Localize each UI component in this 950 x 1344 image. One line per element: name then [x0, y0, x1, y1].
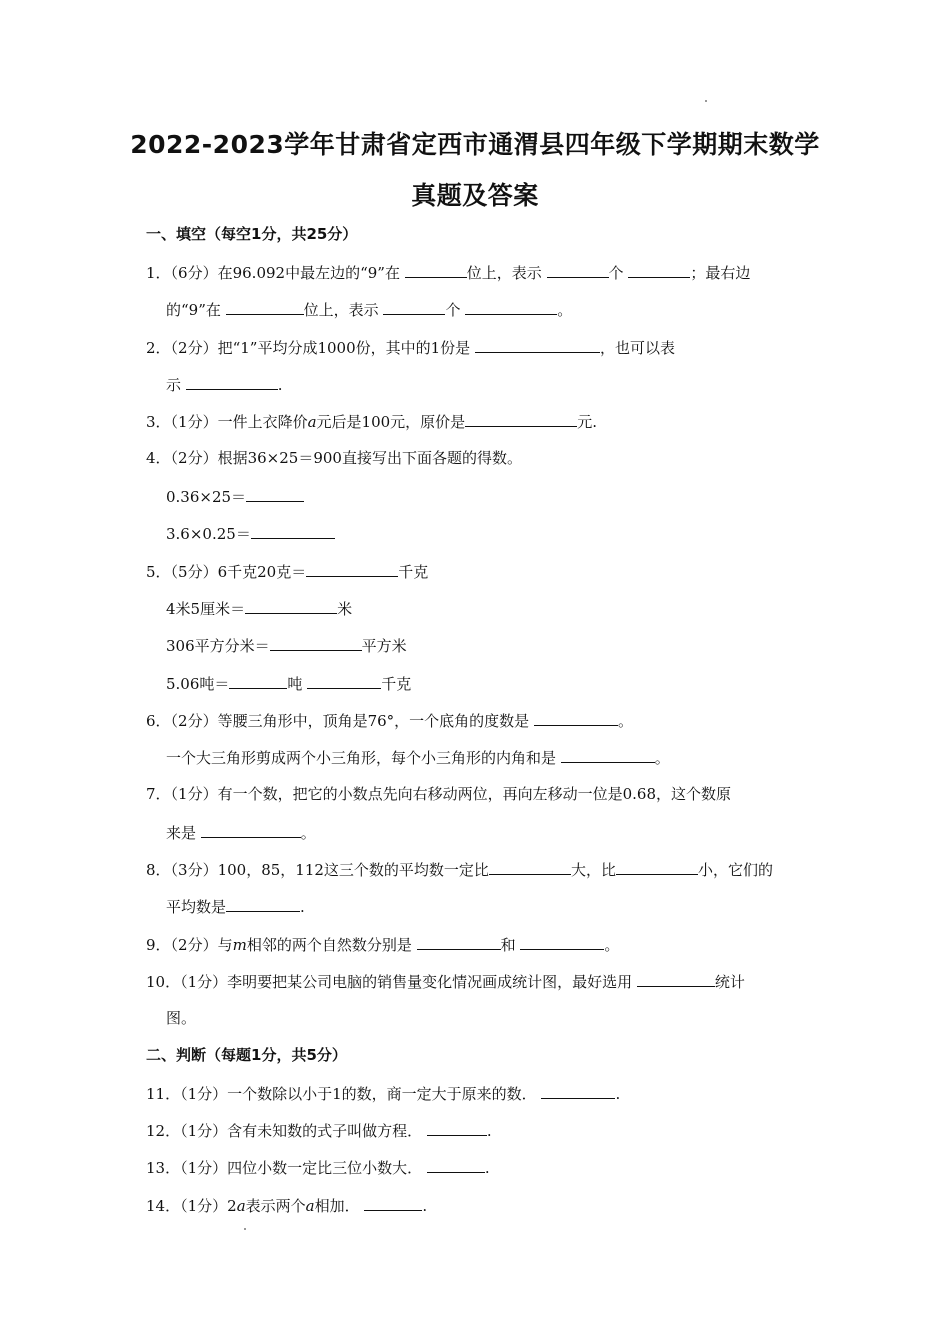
question-14: 14．（1分）2a表示两个a相加． . — [146, 1197, 428, 1215]
answer-blank — [226, 896, 300, 912]
answer-blank — [465, 299, 557, 315]
question-8-cont: 平均数是 . — [166, 898, 305, 916]
answer-blank — [628, 262, 690, 278]
question-2-cont: 示 . — [166, 376, 283, 394]
question-9: 9．（2分）与m相邻的两个自然数分别是 和 。 — [146, 936, 620, 954]
section-heading-true-false: 二、判断（每题1分，共5分） — [146, 1046, 347, 1064]
question-6: 6．（2分）等腰三角形中，顶角是76°，一个底角的度数是 。 — [146, 712, 633, 730]
question-4: 4．（2分）根据36×25＝900直接写出下面各题的得数。 — [146, 449, 522, 467]
answer-blank — [637, 971, 715, 987]
answer-blank — [417, 934, 501, 950]
question-3: 3．（1分）一件上衣降价a元后是100元，原价是 元. — [146, 413, 597, 431]
answer-blank — [561, 747, 655, 763]
answer-blank — [427, 1120, 487, 1136]
answer-blank — [364, 1195, 422, 1211]
question-6-part-2: 一个大三角形剪成两个小三角形，每个小三角形的内角和是 。 — [166, 749, 670, 767]
answer-blank — [245, 598, 337, 614]
answer-blank — [534, 710, 618, 726]
answer-blank — [246, 486, 304, 502]
question-4-part-2: 3.6×0.25＝ — [166, 523, 335, 544]
question-11: 11．（1分）一个数除以小于1的数，商一定大于原来的数． . — [146, 1085, 621, 1103]
answer-blank — [383, 299, 445, 315]
question-2: 2．（2分）把“1”平均分成1000份，其中的1份是 ，也可以表 — [146, 339, 675, 357]
answer-blank — [201, 822, 301, 838]
question-13: 13．（1分）四位小数一定比三位小数大． . — [146, 1159, 490, 1177]
answer-blank — [306, 561, 398, 577]
answer-blank — [229, 673, 287, 689]
answer-blank — [475, 337, 600, 353]
section-heading-fill-in: 一、填空（每空1分，共25分） — [146, 225, 358, 243]
answer-blank — [547, 262, 609, 278]
answer-blank — [465, 411, 577, 427]
answer-blank — [427, 1157, 485, 1173]
question-10-cont: 图。 — [166, 1009, 197, 1027]
answer-blank — [405, 262, 467, 278]
question-1: 1．（6分）在96.092中最左边的“9”在 位上，表示 个 ；最右边 — [146, 264, 751, 282]
question-10: 10．（1分）李明要把某公司电脑的销售量变化情况画成统计图，最好选用 统计 — [146, 973, 745, 991]
question-5-part-4: 5.06吨＝ 吨 千克 — [166, 675, 412, 693]
page-title-line2: 真题及答案 — [411, 181, 539, 210]
question-1-cont: 的“9”在 位上，表示 个 。 — [166, 301, 573, 319]
answer-blank — [226, 299, 304, 315]
answer-blank — [270, 635, 362, 651]
answer-blank — [489, 859, 571, 875]
question-4-part-1: 0.36×25＝ — [166, 486, 304, 507]
answer-blank — [307, 673, 381, 689]
answer-blank — [520, 934, 604, 950]
scan-speck — [705, 100, 707, 102]
answer-blank — [616, 859, 698, 875]
question-5-part-3: 306平方分米＝ 平方米 — [166, 637, 407, 655]
question-12: 12．（1分）含有未知数的式子叫做方程． . — [146, 1122, 492, 1140]
page-title-line1: 2022-2023学年甘肃省定西市通渭县四年级下学期期末数学 — [130, 130, 820, 159]
answer-blank — [186, 374, 278, 390]
answer-blank — [541, 1083, 615, 1099]
question-5: 5．（5分）6千克20克＝ 千克 — [146, 563, 429, 581]
question-8: 8．（3分）100，85，112这三个数的平均数一定比 大，比 小，它们的 — [146, 861, 773, 879]
answer-blank — [251, 523, 335, 539]
question-7-cont: 来是 。 — [166, 824, 316, 842]
question-7: 7．（1分）有一个数，把它的小数点先向右移动两位，再向左移动一位是0.68，这个数原 — [146, 785, 731, 803]
question-5-part-2: 4米5厘米＝ 米 — [166, 600, 353, 618]
scan-speck — [244, 1228, 246, 1230]
